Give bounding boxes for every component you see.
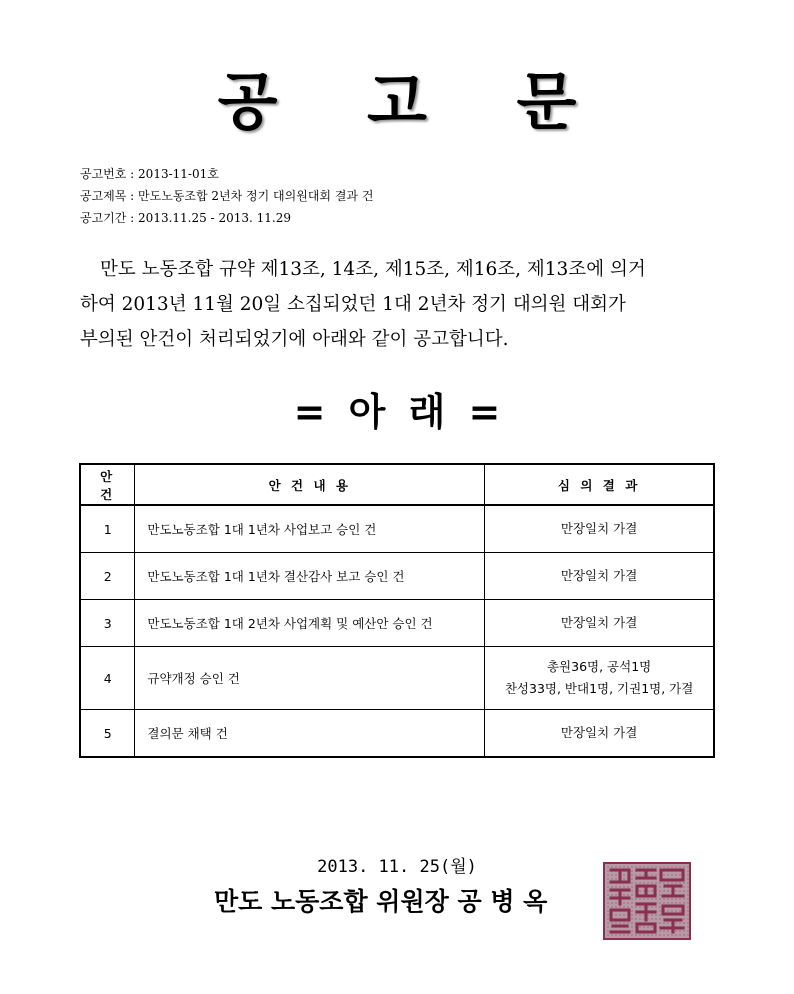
notice-meta — [80, 163, 373, 229]
header-item-no: 안 건 — [80, 464, 135, 505]
notice-period-label: 공고기간 : — [80, 211, 139, 225]
item-number: 1 — [80, 505, 135, 553]
item-number: 5 — [80, 710, 135, 758]
results-table — [79, 463, 715, 758]
item-result-line: 만장일치 가결 — [560, 568, 638, 583]
notice-number-row — [80, 163, 373, 185]
item-result — [485, 647, 714, 710]
table-row — [80, 600, 714, 647]
table-header-row — [80, 464, 714, 505]
header-item-content: 안 건 내 용 — [135, 464, 485, 505]
table-row — [80, 553, 714, 600]
item-result-line: 총원36명, 공석1명 — [546, 659, 652, 674]
notice-subject-row — [80, 185, 373, 207]
item-result-line: 만장일치 가결 — [560, 725, 638, 740]
notice-body — [80, 252, 720, 357]
item-number: 3 — [80, 600, 135, 647]
body-line: 부의된 안건이 처리되었기에 아래와 같이 공고합니다. — [80, 329, 509, 350]
item-result-line: 만장일치 가결 — [560, 615, 638, 630]
notice-period-row — [80, 207, 373, 229]
body-line: 하여 2013년 11월 20일 소집되었던 1대 2년차 정기 대의원 대회가 — [80, 294, 626, 315]
item-result — [485, 553, 714, 600]
item-result-line: 만장일치 가결 — [560, 521, 638, 536]
item-result — [485, 710, 714, 758]
item-content: 만도노동조합 1대 1년차 사업보고 승인 건 — [135, 505, 485, 553]
item-content: 결의문 채택 건 — [135, 710, 485, 758]
table-row — [80, 710, 714, 758]
notice-number-label: 공고번호 : — [80, 167, 139, 181]
document-title: 공 고 문 — [217, 65, 611, 138]
item-result-line: 찬성33명, 반대1명, 기권1명, 가결 — [504, 681, 694, 696]
item-result — [485, 600, 714, 647]
item-content: 만도노동조합 1대 1년차 결산감사 보고 승인 건 — [135, 553, 485, 600]
section-heading: = 아 래 = — [293, 390, 501, 434]
notice-subject-label: 공고제목 : — [80, 189, 139, 203]
notice-period-value: 2013.11.25 - 2013. 11.29 — [138, 211, 291, 225]
seal-stamp-icon — [603, 862, 691, 940]
table-row — [80, 505, 714, 553]
item-result — [485, 505, 714, 553]
official-seal — [603, 862, 691, 940]
item-number: 4 — [80, 647, 135, 710]
table-row — [80, 647, 714, 710]
item-content: 규약개정 승인 건 — [135, 647, 485, 710]
notice-subject-value: 만도노동조합 2년차 정기 대의원대회 결과 건 — [138, 189, 374, 203]
item-content: 만도노동조합 1대 2년차 사업계획 및 예산안 승인 건 — [135, 600, 485, 647]
signatory: 만도 노동조합 위원장 공 병 옥 — [214, 887, 548, 916]
item-number: 2 — [80, 553, 135, 600]
header-item-result: 심 의 결 과 — [485, 464, 714, 505]
body-line: 만도 노동조합 규약 제13조, 14조, 제15조, 제16조, 제13조에 의거 — [100, 259, 646, 280]
notice-date: 2013. 11. 25(월) — [317, 857, 477, 877]
notice-number-value: 2013-11-01호 — [138, 167, 219, 181]
